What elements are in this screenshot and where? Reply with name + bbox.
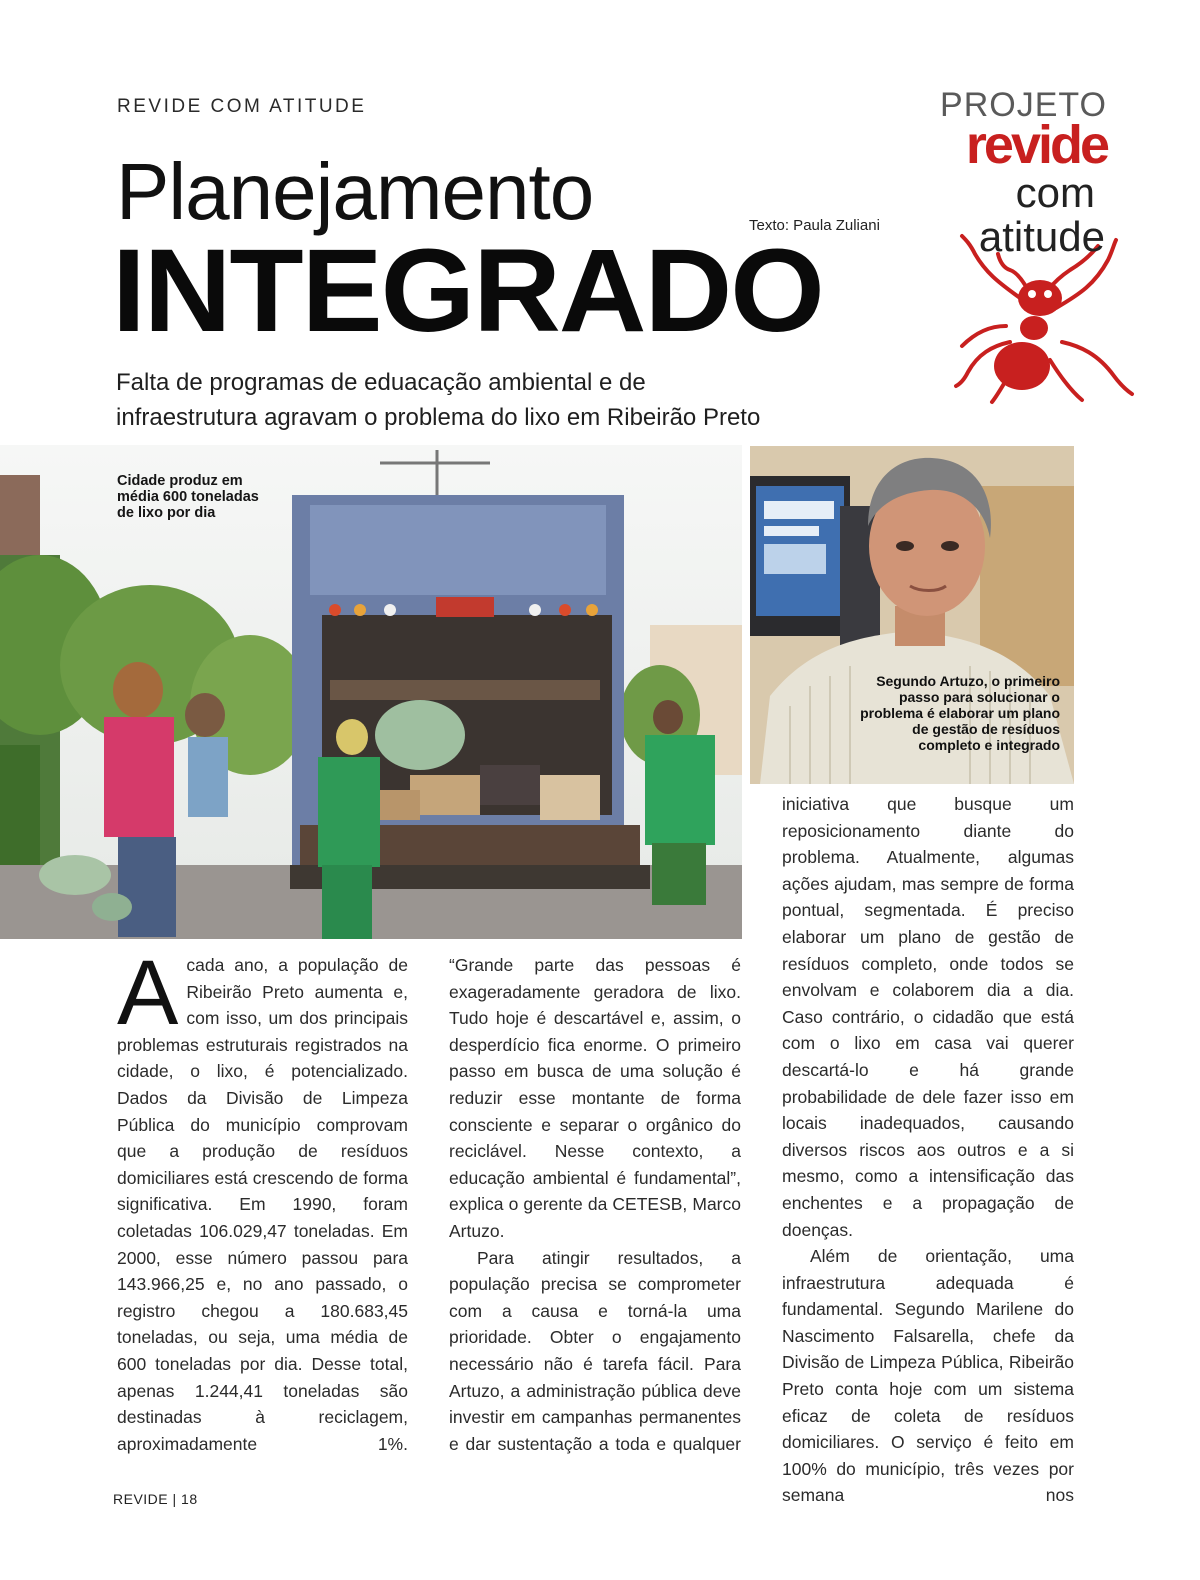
- body-paragraph: iniciativa que busque um reposicionamento diante do problema. Atualmente, algumas ações ajudam, mas sempre de forma pontual, segmentada. É preciso elaborar um plano de gestão de resíduos completo, onde todos se envolvam e colaborem dia a dia. Caso contrário, o cidadão que está com o lixo em casa vai querer descartá-lo e há grande probabilidade de dele fazer isso em locais inadequados, causando diversos riscos aos outros e a si mesmo, como a intensificação das enchentes e a propagação de doenças.: [782, 794, 1074, 1240]
- body-column-3: [782, 791, 1074, 1509]
- body-paragraph: cada ano, a população de Ribeirão Preto aumenta e, com isso, um dos principais problemas estruturais registrados na cidade, o lixo, é potencializado. Dados da Divisão de Limpeza Pública do município comprovam que a produção de resíduos domiciliares está crescendo de forma significativa. Em 1990, foram coletadas 106.029,47 toneladas. Em 2000, esse número passou para 143.966,25 e, no ano passado, o registro chegou a 180.683,45 toneladas, ou seja, uma média de 600 toneladas por dia. Desse total, apenas 1.244,41 toneladas são destinadas à reciclagem, aproximadamente 1%.: [117, 955, 408, 1454]
- body-paragraph: Além de orientação, uma infraestrutura adequada é fundamental. Segundo Marilene do Nascimento Falsarella, chefe da Divisão de Limpeza Pública, Ribeirão Preto conta hoje com um sistema eficaz de coleta de resíduos domiciliares. O serviço é feito em 100% do município, três vezes por semana nos: [782, 1246, 1074, 1506]
- body-column-2: [449, 952, 741, 1457]
- body-paragraph: “Grande parte das pessoas é exageradamente geradora de lixo. Tudo hoje é descartável e, assim, o desperdício fica enorme. O primeiro passo em busca de uma solução é reduzir esse montante de forma consciente e separar o orgânico do reciclável. Nesse contexto, a educação ambiental é fundamental”, explica o gerente da CETESB, Marco Artuzo.: [449, 955, 741, 1241]
- byline: Texto: Paula Zuliani: [749, 217, 880, 234]
- deck-subheadline: [116, 365, 916, 435]
- section-label: REVIDE COM ATITUDE: [117, 96, 367, 117]
- page-number: 18: [181, 1491, 198, 1507]
- truck-photo-caption: Cidade produz em média 600 toneladas de lixo por dia: [117, 473, 259, 521]
- drop-cap: A: [117, 942, 179, 1044]
- footer-separator: |: [172, 1491, 177, 1507]
- page-footer: [113, 1491, 198, 1507]
- headline-line2: INTEGRADO: [112, 225, 823, 357]
- portrait-caption: Segundo Artuzo, o primeiro passo para solucionar o problema é elaborar um plano de gestão de resíduos completo e integrado: [860, 673, 1060, 753]
- garbage-truck-photo: [0, 445, 742, 939]
- logo-revide: revide: [965, 115, 1107, 175]
- deck-line1: Falta de programas de eduacação ambiental e de: [116, 369, 646, 396]
- projeto-revide-logo: [930, 84, 1135, 414]
- body-column-1: [117, 942, 408, 1457]
- logo-projeto: PROJETO: [940, 86, 1107, 124]
- deck-line2: infraestrutura agravam o problema do lixo em Ribeirão Preto: [116, 404, 761, 431]
- footer-magazine-name: REVIDE: [113, 1491, 169, 1507]
- logo-atitude: atitude: [978, 213, 1105, 260]
- headline-line1: Planejamento: [116, 147, 594, 236]
- body-paragraph: Para atingir resultados, a população precisa se comprometer com a causa e torná-la uma prioridade. Obter o engajamento necessário não é tarefa fácil. Para Artuzo, a administração pública deve investir em campanhas permanentes e dar sustentação a toda e qualquer: [449, 1247, 741, 1454]
- logo-com: com: [1015, 169, 1095, 216]
